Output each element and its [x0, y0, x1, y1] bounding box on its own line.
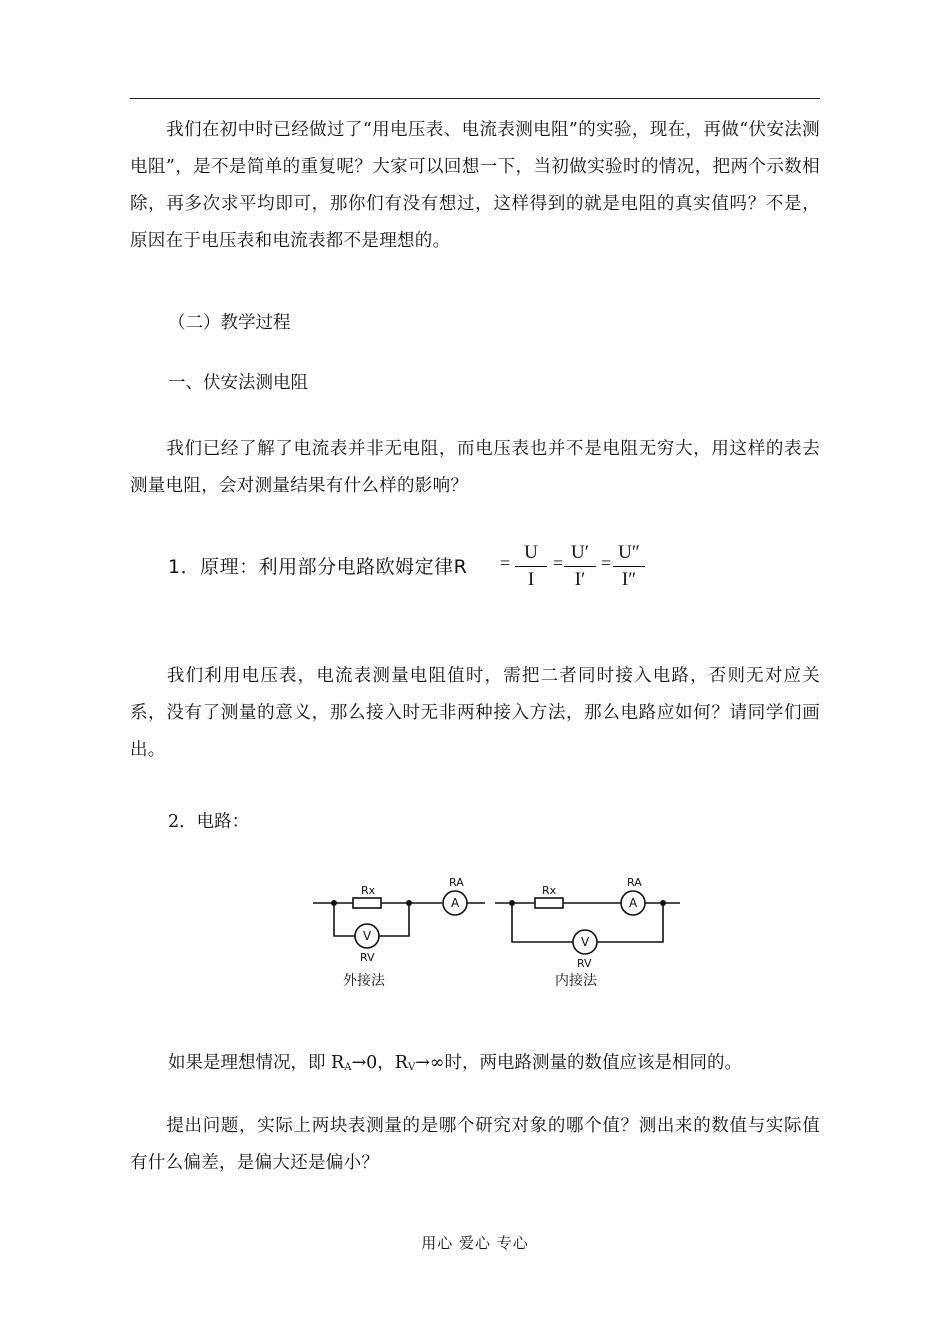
internal-method-caption: 内接法 [555, 973, 597, 989]
resistor-rx [353, 898, 381, 908]
resistor-rx [535, 898, 563, 908]
circuit-diagram [305, 870, 685, 995]
intro-paragraph: 我们在初中时已经做过了“用电压表、电流表测电阻”的实验，现在，再做“伏安法测电阻”，是不是简单的重复呢？大家可以回想一下，当初做实验时的情况，把两个示数相除，再多次求平均即可，那你们有没有想过，这样得到的就是电阻的真实值吗？不是，原因在于电压表和电流表都不是理想的。 [130, 120, 820, 251]
ammeter-letter: A [451, 896, 460, 910]
external-method-caption: 外接法 [343, 973, 385, 989]
voltmeter-letter: V [581, 935, 590, 949]
ammeter-resistance-label: RA [627, 876, 642, 889]
voltmeter-resistance-label: RV [360, 951, 375, 964]
fraction-denominator: I [527, 569, 535, 590]
connection-paragraph: 我们利用电压表，电流表测量电阻值时，需把二者同时接入电路，否则无对应关系，没有了测量的意义，那么接入时无非两种接入方法，那么电路应如何？请同学们画出。 [130, 666, 820, 760]
formula-lead: 1．原理：利用部分电路欧姆定律R [168, 556, 468, 578]
ammeter-resistance-label: RA [449, 876, 464, 889]
page-footer: 用心 爱心 专心 [421, 1234, 529, 1252]
fraction-numerator: U [524, 542, 538, 563]
problem-paragraph: 提出问题，实际上两块表测量的是哪个研究对象的哪个值？测出来的数值与实际值有什么偏差，是偏大还是偏小？ [130, 1116, 820, 1173]
fraction-1 [513, 540, 549, 593]
circuit-heading: 2．电路： [168, 812, 250, 832]
question-paragraph: 我们已经了解了电流表并非无电阻，而电压表也并不是电阻无穷大，用这样的表去测量电阻，会对测量结果有什么样的影响？ [130, 439, 820, 496]
subsection-heading: 一、伏安法测电阻 [168, 373, 308, 393]
fraction-denominator: I′ [574, 569, 586, 590]
voltmeter-resistance-label: RV [577, 957, 592, 970]
equals-sign: = [553, 553, 564, 573]
equals-sign: = [500, 553, 511, 573]
fraction-3 [611, 540, 647, 593]
resistor-label: Rx [542, 884, 557, 897]
fraction-numerator: U″ [618, 542, 640, 563]
fraction-denominator: I″ [621, 569, 637, 590]
fraction-numerator: U′ [571, 542, 589, 563]
fraction-2 [562, 540, 598, 593]
voltmeter-letter: V [363, 929, 372, 943]
ammeter-letter: A [629, 896, 638, 910]
resistor-label: Rx [361, 884, 376, 897]
section-heading: （二）教学过程 [168, 313, 291, 333]
equals-sign: = [601, 553, 612, 573]
ideal-case-paragraph: 如果是理想情况，即 $R_A\to 0$，$R_V\to\infty$时，两电路测量的数值应该是相同的。 [168, 1053, 742, 1073]
header-rule [130, 98, 820, 99]
